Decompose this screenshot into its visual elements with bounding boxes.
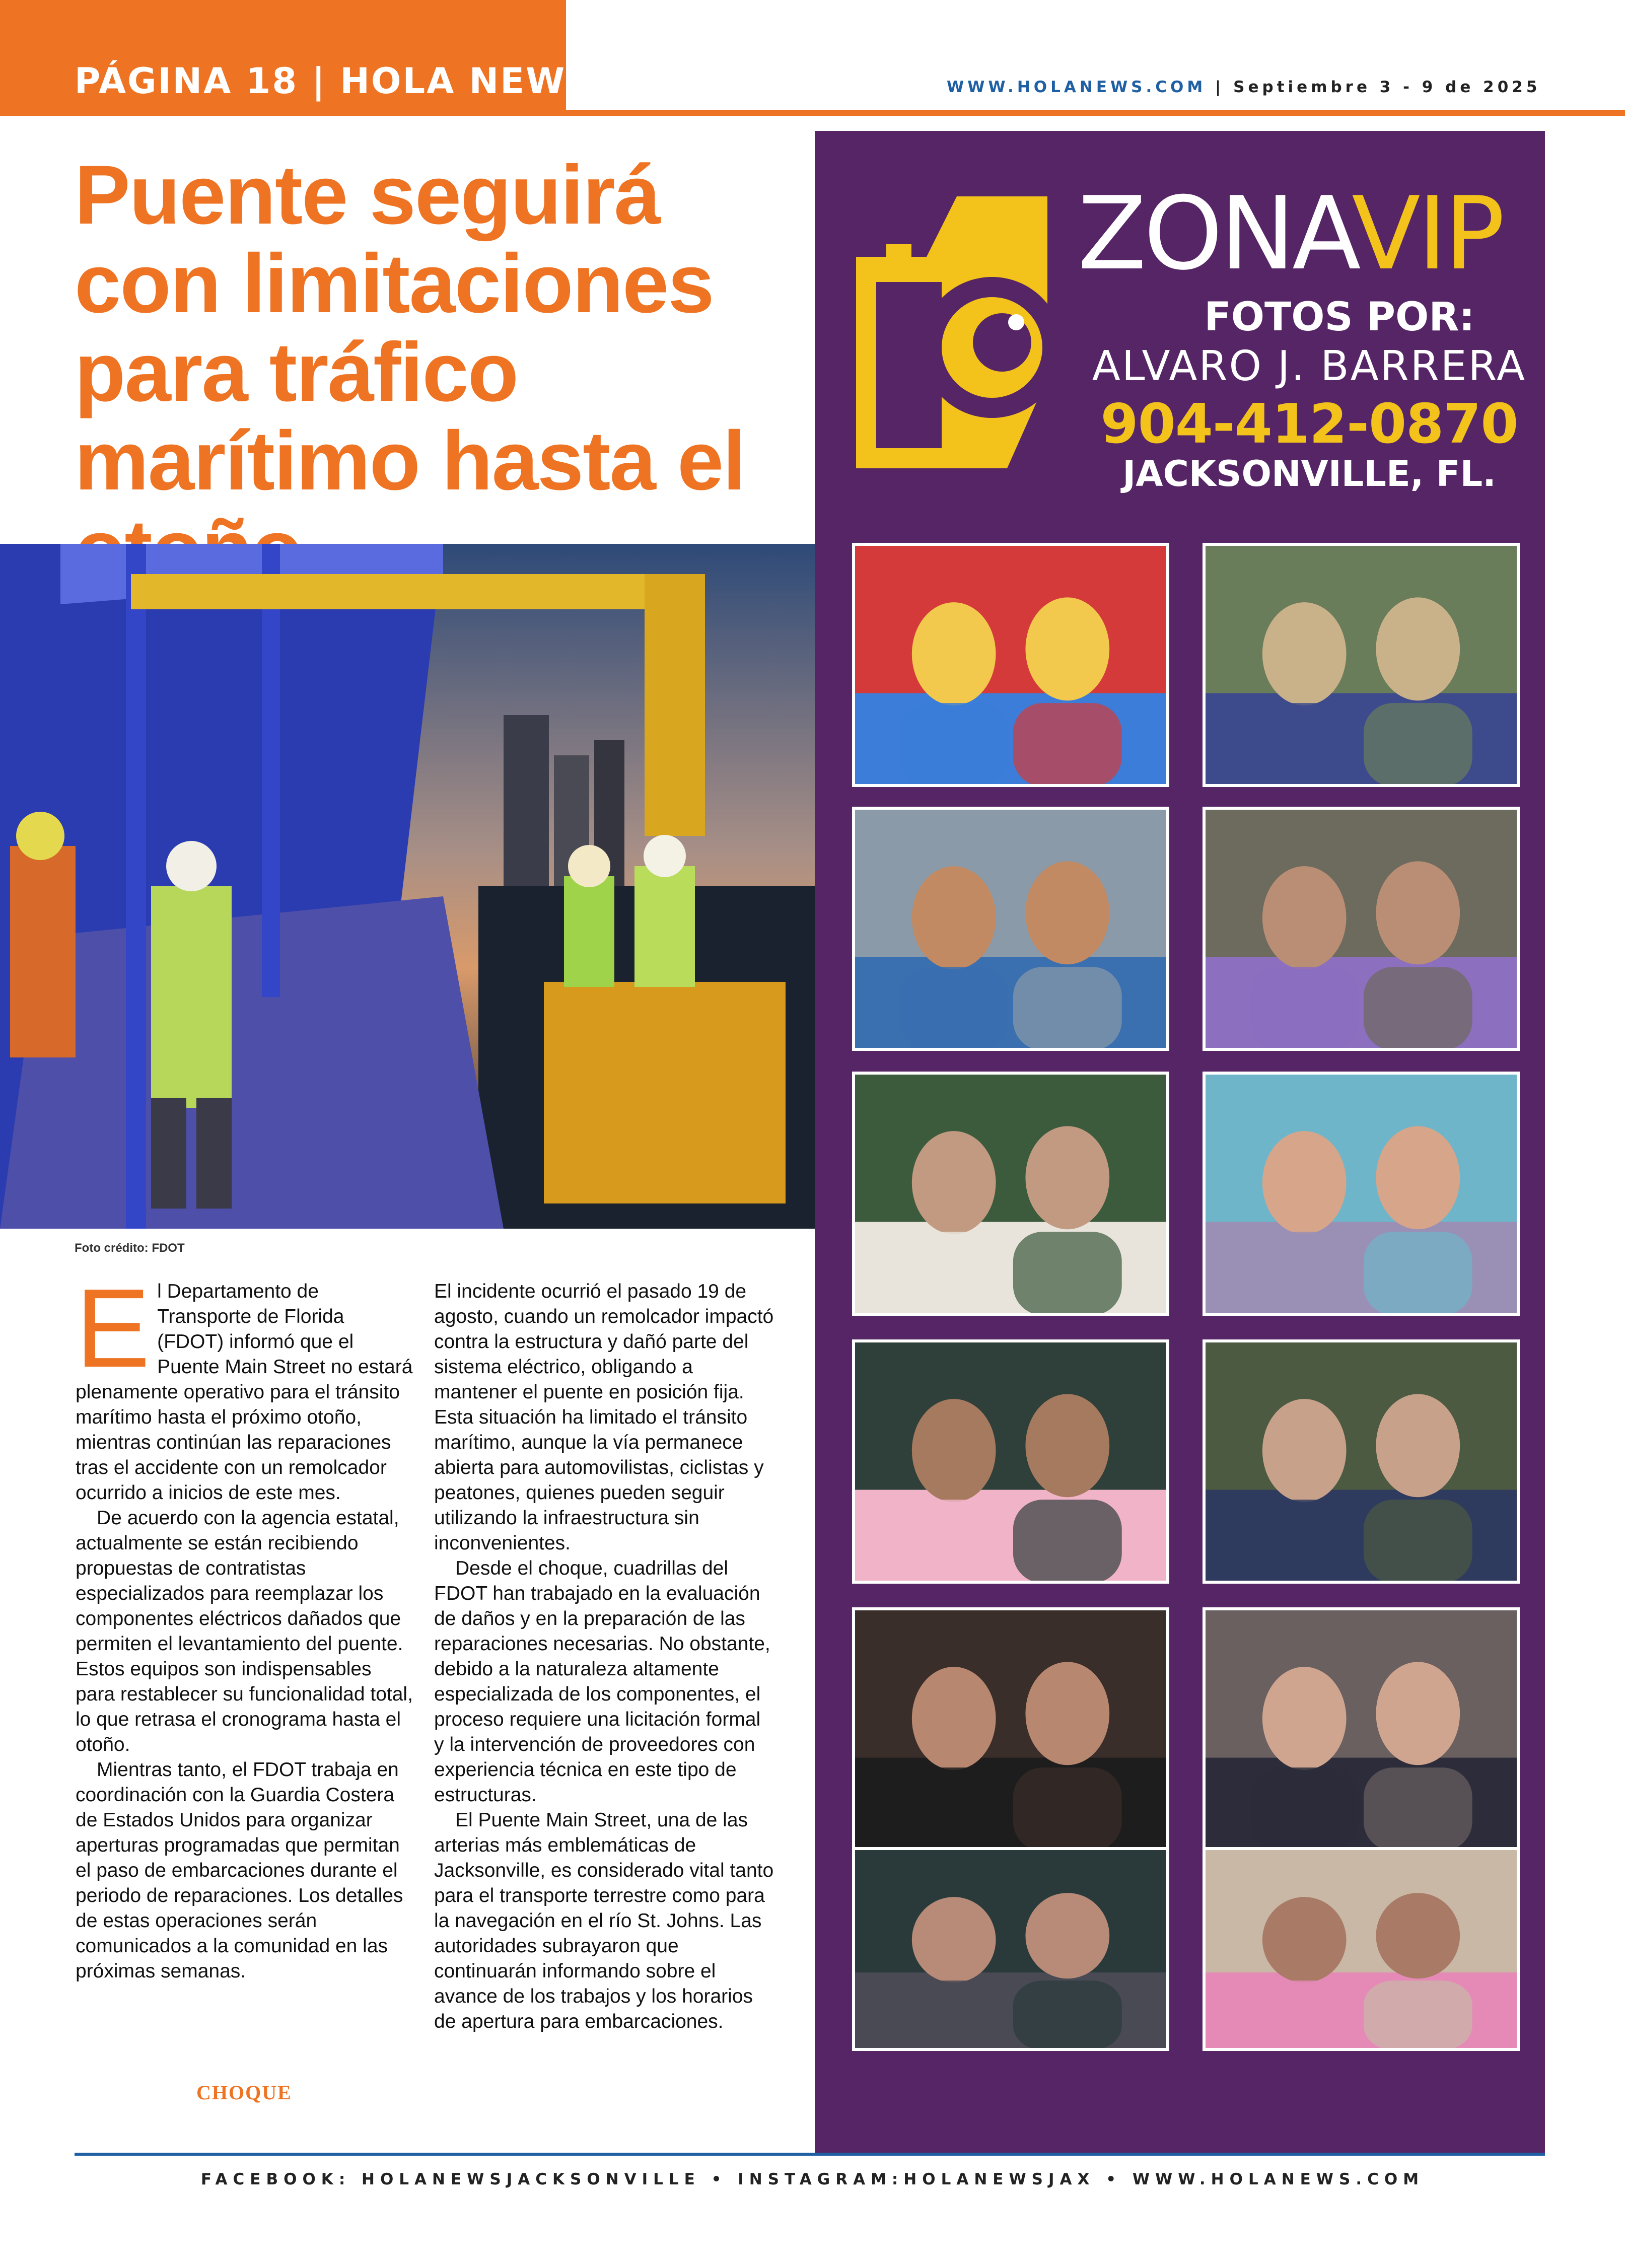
gallery-photo (1203, 1072, 1520, 1316)
zona-vip-logo (1078, 175, 1502, 293)
gallery-photo (1203, 543, 1520, 787)
page-header-tab (0, 0, 593, 116)
header-rule (0, 110, 1625, 116)
city-label: JACKSONVILLE, FL. (1122, 453, 1496, 494)
article-headline: Puente seguirá con limitaciones para tráfico marítimo hasta el (75, 149, 745, 508)
phone-number: 904-412-0870 (1100, 393, 1518, 456)
camera-icon (856, 196, 1047, 468)
gallery-photo (852, 807, 1169, 1051)
header-date: Septiembre 3 - 9 de 2025 (1233, 78, 1541, 96)
gallery-photo (852, 1339, 1169, 1584)
header-separator: | (1206, 78, 1234, 96)
footer-rule (75, 2153, 1545, 2156)
article-paragraph: Mientras tanto, el FDOT trabaja en coordinación con la Guardia Costera de Estados Unidos para organizar aperturas programadas que permitan el paso de embarcaciones durante el periodo de reparaciones. Los detalles de estas operaciones serán comunicados a la comunidad en las próximas semanas. (76, 1759, 403, 1982)
fotos-por-label: FOTOS POR: (1204, 295, 1475, 340)
paragraph-text: l Departamento de Transporte de Florida (FDOT) informó que el Puente Main Street no estará plenamente operativo para el tránsito marítimo hasta el próximo otoño, mientras continúan las reparaciones tras el accidente con un remolcador ocurrido a inicios de este mes. (76, 1281, 413, 1504)
gallery-photo (1203, 1339, 1520, 1584)
article-paragraph: El Puente Main Street, una de las arterias más emblemáticas de Jacksonville, es considerado vital tanto para el transporte terrestre como para la navegación en el río St. Johns. Las autoridades subrayaron que continuarán informando sobre el avance de los trabajos y los horarios de apertura para embarcaciones. (434, 1809, 774, 2032)
gallery-photo (852, 1607, 1169, 1852)
gallery-photo (1203, 1607, 1520, 1852)
article-paragraph: De acuerdo con la agencia estatal, actualmente se están recibiendo propuestas de contratistas especializados para reemplazar los componentes eléctricos dañados que permiten el levantamiento del puente. Estos equipos son indispensables para restablecer su funcionalidad total, lo que retrasa el cronograma hasta el otoño. (76, 1507, 413, 1755)
article-paragraph: Desde el choque, cuadrillas del FDOT han trabajado en la evaluación de daños y en la preparación de las reparaciones necesarias. No obstante, debido a la naturaleza altamente especializada de los componentes, el proceso requiere una licitación formal y la intervención de proveedores con experiencia técnica en este tipo de estructuras. (434, 1557, 770, 1806)
gallery-photo (1203, 1847, 1520, 2051)
logo-text-zona: ZONA (1078, 175, 1352, 293)
header-info (947, 78, 1551, 96)
photographer-name: ALVARO J. BARRERA (1092, 342, 1527, 390)
gallery-photo (852, 1847, 1169, 2051)
logo-text-vip: VIP (1352, 175, 1502, 293)
bridge-photo (0, 544, 816, 1229)
gallery-photo (852, 1072, 1169, 1316)
article-column-2 (434, 1279, 774, 2034)
drop-cap: E (76, 1266, 151, 1391)
continued-label: CHOQUE (196, 2081, 292, 2104)
gallery-photo (1203, 807, 1520, 1051)
article-paragraph (76, 1266, 415, 1506)
article-paragraph: El incidente ocurrió el pasado 19 de agosto, cuando un remolcador impactó contra la estructura y dañó parte del sistema eléctrico, obligando a mantener el puente en posición fija. Esta situación ha limitado el tránsito marítimo, aunque la vía permanece abierta para automovilistas, ciclistas y peatones, quienes pueden seguir utilizando la infraestructura sin inconvenientes. (434, 1281, 774, 1554)
article-column-1 (76, 1266, 415, 1984)
photo-credit: Foto crédito: FDOT (75, 1241, 185, 1255)
header-website: WWW.HOLANEWS.COM (947, 78, 1207, 96)
footer-social: FACEBOOK: HOLANEWSJACKSONVILLE • INSTAGRAM:HOLANEWSJAX • WWW.HOLANEWS.COM (200, 2170, 1425, 2188)
gallery-photo (852, 543, 1169, 787)
page-label: PÁGINA 18 | HOLA NEWS (75, 60, 593, 102)
